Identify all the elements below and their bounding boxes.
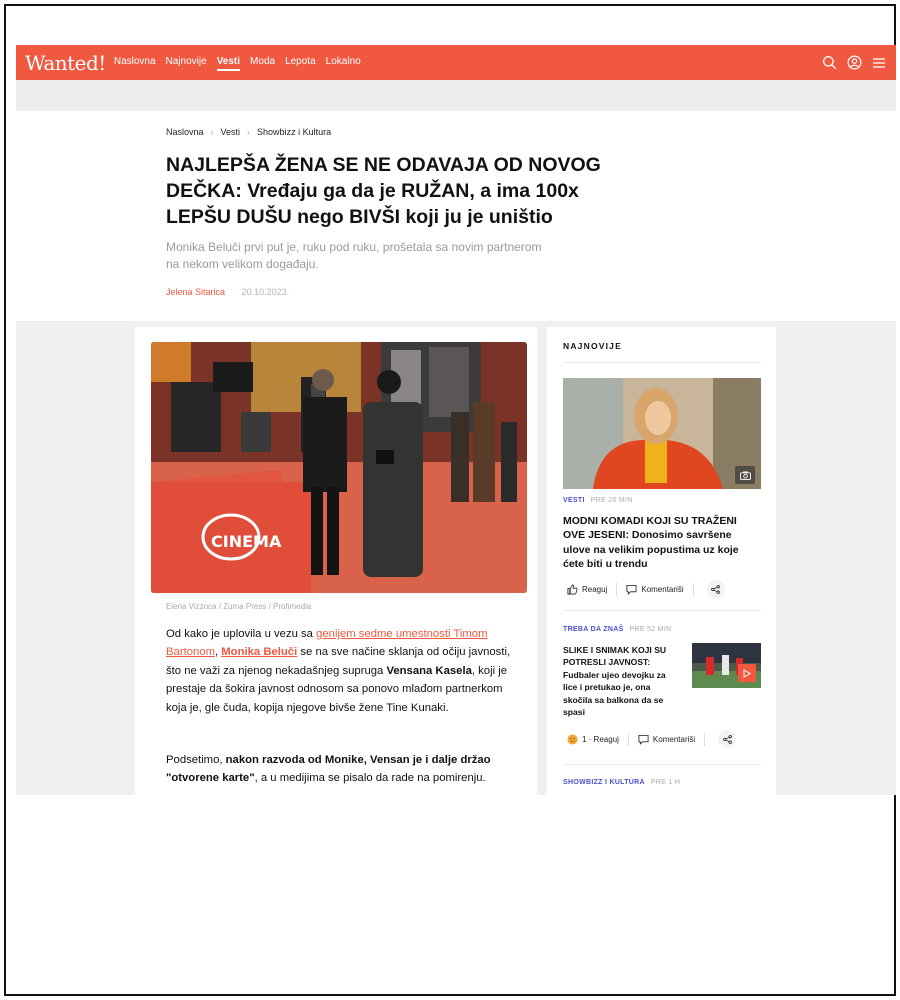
paragraph-text: Podsetimo, bbox=[166, 754, 226, 766]
camera-icon bbox=[735, 466, 755, 484]
comment-icon bbox=[638, 734, 649, 745]
paragraph-text: , bbox=[214, 646, 222, 659]
article-paragraph-1 bbox=[166, 625, 516, 717]
nav-item-lokalno[interactable]: Lokalno bbox=[325, 56, 361, 67]
article-lead: Monika Beluči prvi put je, ruku pod ruku, prošetala sa novim partnerom na nekom velikom događaju. bbox=[166, 240, 542, 271]
rubric-label[interactable]: TREBA DA ZNAŠ bbox=[563, 626, 624, 633]
time-ago: PRE 52 MIN bbox=[629, 626, 672, 633]
breadcrumb bbox=[166, 127, 331, 137]
divider bbox=[563, 362, 761, 363]
comment-button[interactable] bbox=[626, 584, 683, 595]
comment-icon bbox=[626, 584, 637, 595]
photo-credit: Elena Vizzoca / Zuma Press / Profimedia bbox=[166, 602, 312, 611]
nav-item-moda[interactable]: Moda bbox=[250, 56, 276, 67]
article-title: NAJLEPŠA ŽENA SE NE ODAVAJA OD NOVOG DEČKA: Vređaju ga da je RUŽAN, a ima 100x LEPŠU DUŠU nego BIVŠI koji ju je uništio bbox=[166, 154, 601, 228]
article-body bbox=[135, 327, 537, 795]
top-navigation-bar bbox=[16, 45, 896, 80]
thumbs-up-icon bbox=[567, 584, 578, 595]
news-card-title[interactable]: MODNI KOMADI KOJI SU TRAŽENI OVE JESENI: Donosimo savršene ulove na velikim popustima uz koje ćete biti u trendu bbox=[563, 515, 739, 570]
news-card-actions bbox=[567, 580, 725, 598]
article-header bbox=[16, 111, 896, 321]
author-link[interactable]: Jelena Sitarica bbox=[166, 287, 226, 297]
search-icon[interactable] bbox=[822, 55, 837, 70]
react-label: Reaguj bbox=[582, 584, 608, 594]
divider bbox=[704, 733, 705, 746]
nav-item-vesti[interactable]: Vesti bbox=[217, 54, 240, 71]
breadcrumb-item-vesti[interactable]: Vesti bbox=[220, 127, 241, 137]
nav-item-najnovije[interactable]: Najnovije bbox=[165, 56, 207, 67]
time-ago: PRE 20 MIN bbox=[590, 497, 633, 504]
divider bbox=[563, 764, 761, 765]
article-meta bbox=[166, 287, 289, 297]
bold-text: Vensana Kasela bbox=[386, 664, 472, 677]
article-paragraph-2 bbox=[166, 751, 516, 788]
screenshot-frame bbox=[4, 4, 896, 996]
main-nav bbox=[114, 54, 371, 71]
breadcrumb-item-showbizz[interactable]: Showbizz i Kultura bbox=[257, 127, 332, 137]
article-hero-image bbox=[151, 342, 527, 593]
user-icon[interactable] bbox=[847, 55, 862, 70]
divider bbox=[616, 583, 617, 596]
ad-placeholder-strip bbox=[16, 80, 896, 111]
nav-item-naslovna[interactable]: Naslovna bbox=[113, 56, 156, 67]
comment-label: Komentariši bbox=[652, 734, 696, 744]
react-button[interactable] bbox=[567, 584, 607, 595]
news-card-title[interactable]: SLIKE I SNIMAK KOJI SU POTRESLI JAVNOST: Fudbaler ujeo devojku za lice i pretukao je, ona skočila sa balkona da se spasi bbox=[563, 645, 667, 718]
divider bbox=[563, 610, 761, 611]
news-card-kicker bbox=[563, 497, 633, 504]
react-label: 1 · Reaguj bbox=[582, 734, 619, 744]
news-card-actions bbox=[567, 730, 736, 748]
site-logo[interactable]: Wanted! bbox=[25, 50, 106, 75]
web-page bbox=[16, 45, 896, 795]
comment-button[interactable] bbox=[638, 734, 695, 745]
publish-date: 20.10.2023. bbox=[241, 287, 290, 297]
rubric-label[interactable]: VESTI bbox=[563, 497, 585, 504]
chevron-right-icon: › bbox=[210, 127, 214, 137]
share-icon[interactable] bbox=[718, 730, 736, 748]
paragraph-text: , koji je prestaje da šokira javnost odnosom sa ponovo mlađom partnerkom koja je, gle čuda, kopija njegove bivše žene Tine Kunaki. bbox=[166, 664, 508, 714]
time-ago: PRE 1 H bbox=[650, 779, 681, 786]
paragraph-text: , a u medijima se pisalo da rade na pomirenju. bbox=[254, 772, 486, 785]
sidebar-latest bbox=[547, 327, 776, 795]
chevron-right-icon: › bbox=[247, 127, 251, 137]
bold-text: nakon razvoda od Monike, Vensan je i dalje držao "otvorene karte" bbox=[166, 754, 491, 785]
paragraph-text: Od kako je uplovila u vezu sa bbox=[166, 628, 317, 640]
header-icons bbox=[822, 45, 886, 80]
breadcrumb-item-naslovna[interactable]: Naslovna bbox=[166, 127, 204, 137]
share-icon[interactable] bbox=[707, 580, 725, 598]
svg-text:CINEMA: CINEMA bbox=[211, 532, 282, 551]
comment-label: Komentariši bbox=[641, 584, 684, 594]
link-tim-barton[interactable]: genijem sedme umestnosti Timom Bartonom bbox=[166, 628, 488, 659]
rubric-label[interactable]: SHOWBIZZ I KULTURA bbox=[563, 779, 645, 786]
play-icon bbox=[738, 664, 756, 682]
news-card-kicker bbox=[563, 626, 671, 633]
sidebar-title: NAJNOVIJE bbox=[563, 341, 622, 351]
menu-icon[interactable] bbox=[872, 57, 886, 69]
emoji-reaction-icon bbox=[567, 734, 578, 745]
paragraph-text: se na sve načine sklanja od očiju javnosti, što ne važi za njenog nekadašnjeg supruga bbox=[166, 646, 511, 677]
link-monika-beluci[interactable]: Monika Beluči bbox=[221, 646, 298, 659]
react-button[interactable] bbox=[567, 734, 619, 745]
news-card-image[interactable] bbox=[692, 643, 761, 688]
news-card-image[interactable] bbox=[563, 378, 761, 489]
nav-item-lepota[interactable]: Lepota bbox=[285, 56, 316, 67]
news-card-kicker bbox=[563, 779, 680, 786]
divider bbox=[628, 733, 629, 746]
divider bbox=[693, 583, 694, 596]
